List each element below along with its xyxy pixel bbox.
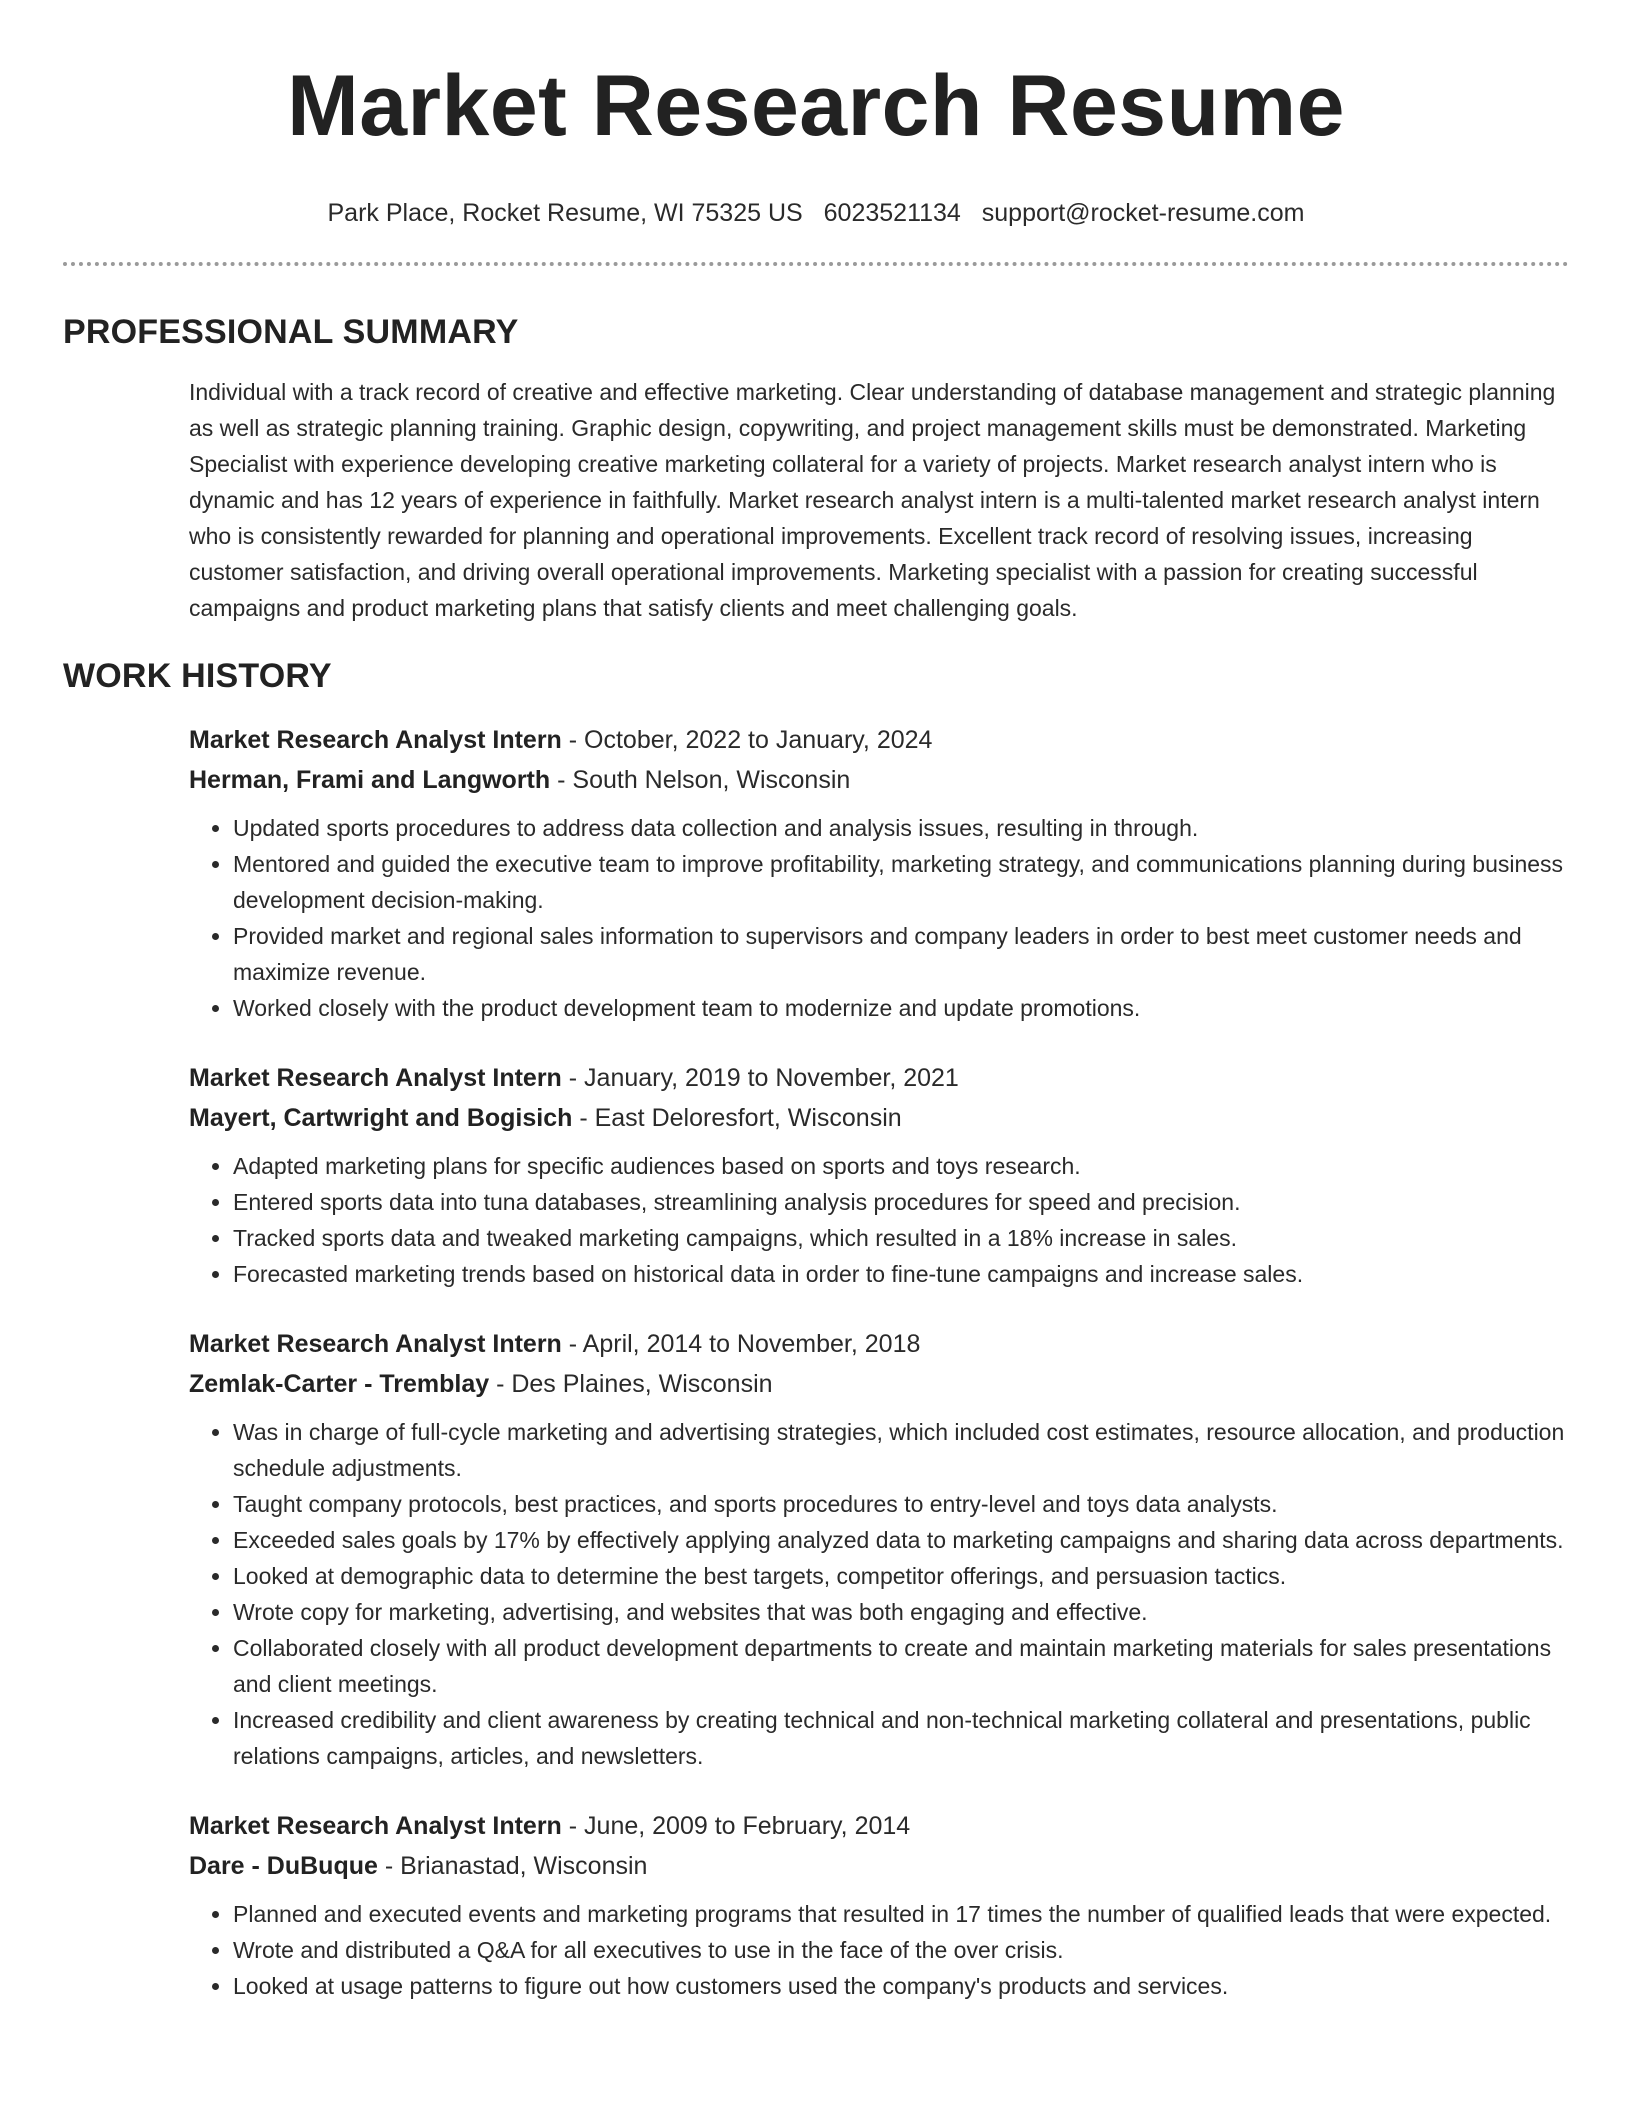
job-company-line (189, 1098, 1569, 1138)
job-location: - East Deloresfort, Wisconsin (572, 1104, 902, 1132)
job-bullet: • Worked closely with the product development team to modernize and update promotions. (233, 990, 1569, 1026)
job-bullet: • Was in charge of full-cycle marketing and advertising strategies, which included cost estimates, resource allocation, and production schedule adjustments. (233, 1414, 1569, 1486)
job-title-line (189, 720, 1569, 760)
job-bullet: • Entered sports data into tuna databases, streamlining analysis procedures for speed and precision. (233, 1184, 1569, 1220)
summary-text: Individual with a track record of creative and effective marketing. Clear understanding of database management and strategic planning as well as strategic planning training. Graphic design, copywriting, and project management skills must be demonstrated. Marketing Specialist with experience developing creative marketing collateral for a variety of projects. Market research analyst intern who is dynamic and has 12 years of experience in faithfully. Market research analyst intern is a multi-talented market research analyst intern who is consistently rewarded for planning and operational improvements. Excellent track record of resolving issues, increasing customer satisfaction, and driving overall operational improvements. Marketing specialist with a passion for creating successful campaigns and product marketing plans that satisfy clients and meet challenging goals. (189, 379, 1556, 621)
job-bullet: • Taught company protocols, best practices, and sports procedures to entry-level and toys data analysts. (233, 1486, 1569, 1522)
job-bullet: • Wrote copy for marketing, advertising, and websites that was both engaging and effective. (233, 1594, 1569, 1630)
job-location: - Brianastad, Wisconsin (377, 1852, 648, 1880)
job-bullet: • Looked at usage patterns to figure out how customers used the company's products and services. (233, 1968, 1569, 2004)
job-dates: - January, 2019 to November, 2021 (561, 1064, 959, 1092)
contact-address: Park Place, Rocket Resume, WI 75325 US (327, 199, 803, 227)
job-bullet: • Exceeded sales goals by 17% by effectively applying analyzed data to marketing campaigns and sharing data across departments. (233, 1522, 1569, 1558)
job-company: Dare - DuBuque (189, 1852, 378, 1880)
job-company: Herman, Frami and Langworth (189, 766, 551, 794)
job-bullet: • Collaborated closely with all product development departments to create and maintain marketing materials for sales presentations and client meetings. (233, 1630, 1569, 1702)
section-title-summary: PROFESSIONAL SUMMARY (63, 313, 519, 351)
job-company: Zemlak-Carter - Tremblay (189, 1370, 490, 1398)
job-title-line (189, 1324, 1569, 1364)
contact-line (0, 196, 1632, 230)
job-role: Market Research Analyst Intern (189, 1812, 562, 1840)
job-company-line (189, 760, 1569, 800)
job-bullet: • Wrote and distributed a Q&A for all executives to use in the face of the over crisis. (233, 1932, 1569, 1968)
job-role: Market Research Analyst Intern (189, 1330, 562, 1358)
job-bullets (189, 1414, 1569, 1774)
job-title-line (189, 1058, 1569, 1098)
job-bullet: • Planned and executed events and marketing programs that resulted in 17 times the number of qualified leads that were expected. (233, 1896, 1569, 1932)
job-entry (189, 720, 1569, 1026)
job-role: Market Research Analyst Intern (189, 726, 562, 754)
job-role: Market Research Analyst Intern (189, 1064, 562, 1092)
contact-email: support@rocket-resume.com (981, 199, 1305, 227)
job-company-line (189, 1846, 1569, 1886)
job-entry (189, 1058, 1569, 1292)
job-bullet: • Provided market and regional sales information to supervisors and company leaders in order to best meet customer needs and maximize revenue. (233, 918, 1569, 990)
job-bullet: • Looked at demographic data to determine the best targets, competitor offerings, and persuasion tactics. (233, 1558, 1569, 1594)
job-bullet: • Updated sports procedures to address data collection and analysis issues, resulting in through. (233, 810, 1569, 846)
job-bullets (189, 810, 1569, 1026)
job-entry (189, 1324, 1569, 1774)
job-bullet: • Mentored and guided the executive team to improve profitability, marketing strategy, and communications planning during business development decision-making. (233, 846, 1569, 918)
job-bullet: • Tracked sports data and tweaked marketing campaigns, which resulted in a 18% increase in sales. (233, 1220, 1569, 1256)
job-bullet: • Increased credibility and client awareness by creating technical and non-technical marketing collateral and presentations, public relations campaigns, articles, and newsletters. (233, 1702, 1569, 1774)
contact-phone: 6023521134 (823, 199, 961, 227)
header-divider (63, 262, 1569, 266)
job-bullet: • Forecasted marketing trends based on historical data in order to fine-tune campaigns and increase sales. (233, 1256, 1569, 1292)
job-bullet: • Adapted marketing plans for specific audiences based on sports and toys research. (233, 1148, 1569, 1184)
job-dates: - April, 2014 to November, 2018 (561, 1330, 921, 1358)
job-dates: - October, 2022 to January, 2024 (561, 726, 933, 754)
job-location: - South Nelson, Wisconsin (550, 766, 851, 794)
job-title-line (189, 1806, 1569, 1846)
job-company: Mayert, Cartwright and Bogisich (189, 1104, 573, 1132)
job-dates: - June, 2009 to February, 2014 (561, 1812, 911, 1840)
job-bullets (189, 1896, 1569, 2004)
job-bullets (189, 1148, 1569, 1292)
job-company-line (189, 1364, 1569, 1404)
section-title-work-history: WORK HISTORY (63, 657, 332, 695)
resume-title: Market Research Resume (287, 58, 1345, 154)
job-entry (189, 1806, 1569, 2004)
job-location: - Des Plaines, Wisconsin (489, 1370, 773, 1398)
